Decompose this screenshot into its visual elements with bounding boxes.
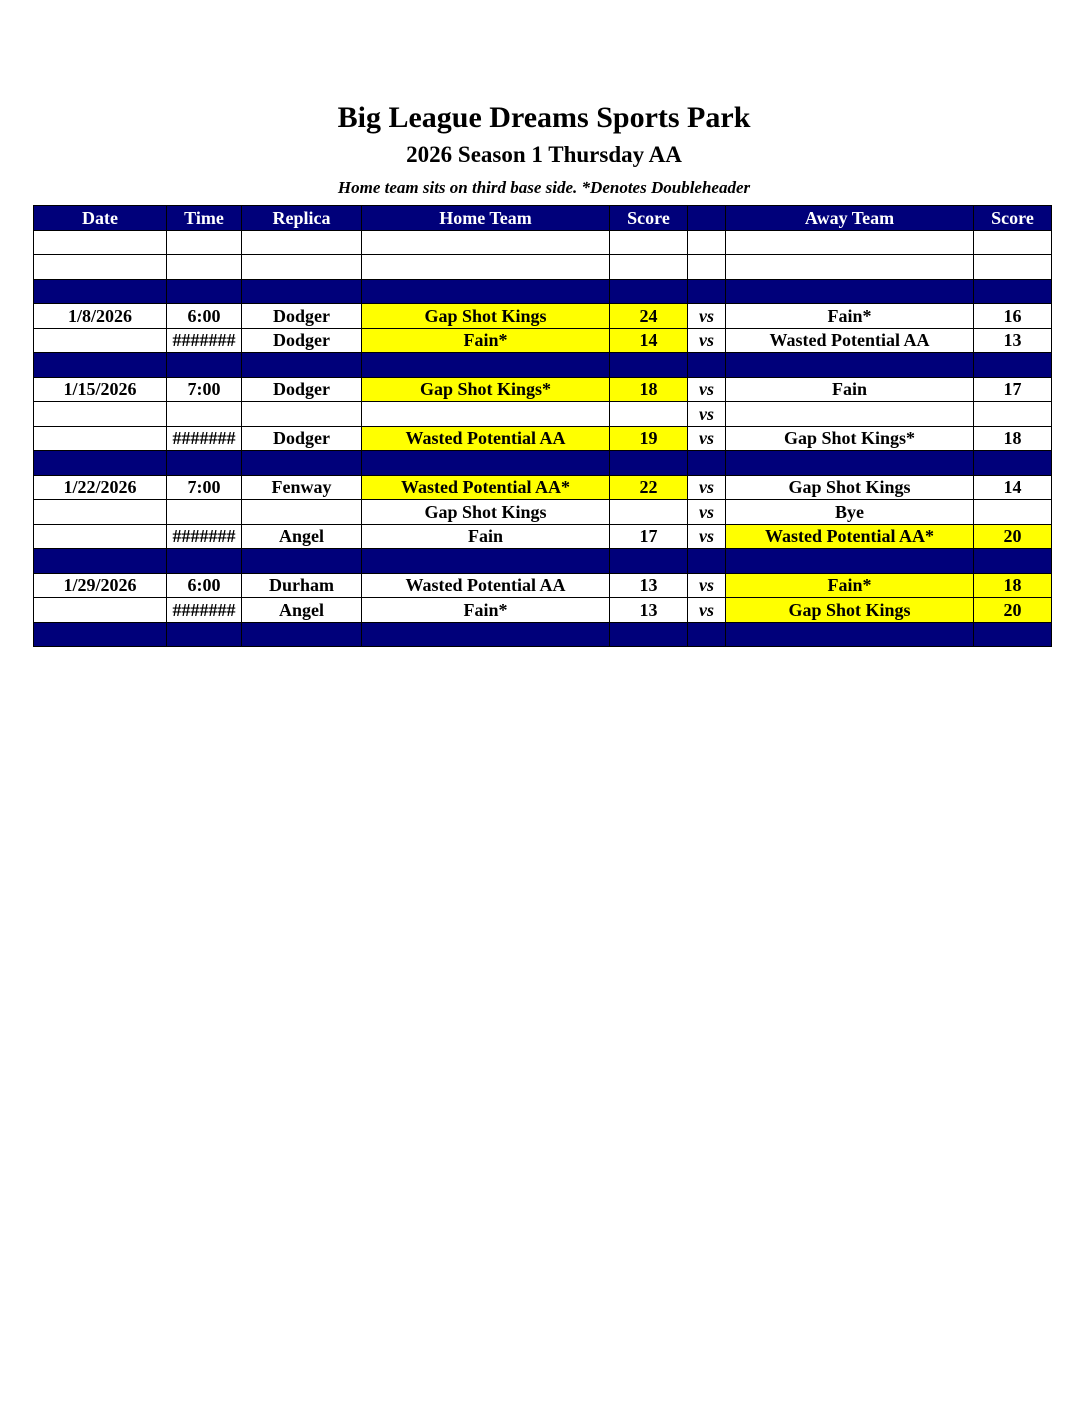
header-away-team: Away Team [726,206,974,231]
date-cell [34,230,167,255]
separator-row [34,451,1052,476]
date-cell [34,402,167,427]
away-score-cell [974,230,1052,255]
home-score-cell: 18 [610,377,688,402]
separator-cell [610,279,688,304]
time-cell [167,230,242,255]
away-team-cell: Gap Shot Kings [726,475,974,500]
separator-cell [362,549,610,574]
separator-cell [610,622,688,647]
vs-cell: vs [688,304,726,329]
separator-cell [974,622,1052,647]
time-cell: ####### [167,328,242,353]
home-score-cell: 19 [610,426,688,451]
game-row [34,475,1052,500]
replica-cell: Durham [242,573,362,598]
home-team-cell: Gap Shot Kings [362,500,610,525]
replica-cell: Angel [242,524,362,549]
home-team-cell: Gap Shot Kings* [362,377,610,402]
home-score-cell [610,230,688,255]
replica-cell: Dodger [242,377,362,402]
home-score-cell [610,402,688,427]
vs-cell: vs [688,328,726,353]
header-date: Date [34,206,167,231]
home-team-cell: Wasted Potential AA [362,426,610,451]
separator-row [34,353,1052,378]
header-vs [688,206,726,231]
home-score-cell: 24 [610,304,688,329]
away-score-cell: 20 [974,598,1052,623]
vs-cell: vs [688,402,726,427]
away-score-cell: 18 [974,426,1052,451]
replica-cell [242,255,362,280]
separator-cell [167,451,242,476]
blank-row [34,255,1052,280]
separator-cell [242,549,362,574]
away-team-cell: Gap Shot Kings [726,598,974,623]
away-score-cell: 16 [974,304,1052,329]
replica-cell [242,500,362,525]
home-score-cell: 14 [610,328,688,353]
away-team-cell: Fain* [726,573,974,598]
replica-cell [242,402,362,427]
separator-cell [688,353,726,378]
home-score-cell [610,500,688,525]
home-team-cell: Fain* [362,328,610,353]
separator-cell [242,622,362,647]
vs-cell: vs [688,500,726,525]
away-team-cell: Wasted Potential AA* [726,524,974,549]
separator-cell [688,451,726,476]
time-cell: 6:00 [167,573,242,598]
doubleheader-note: Home team sits on third base side. *Denotes Doubleheader [337,178,751,197]
away-score-cell: 18 [974,573,1052,598]
header-row [34,206,1052,231]
separator-cell [688,622,726,647]
separator-cell [362,279,610,304]
vs-cell: vs [688,573,726,598]
game-row [34,500,1052,525]
separator-cell [167,353,242,378]
separator-cell [242,451,362,476]
away-score-cell [974,255,1052,280]
separator-cell [726,451,974,476]
home-score-cell: 17 [610,524,688,549]
separator-cell [167,279,242,304]
schedule-body [34,230,1052,647]
vs-cell: vs [688,426,726,451]
game-row [34,573,1052,598]
away-score-cell: 17 [974,377,1052,402]
time-cell: ####### [167,426,242,451]
separator-cell [362,451,610,476]
away-score-cell: 13 [974,328,1052,353]
time-cell: 7:00 [167,377,242,402]
replica-cell [242,230,362,255]
separator-cell [726,279,974,304]
game-row [34,524,1052,549]
replica-cell: Angel [242,598,362,623]
home-team-cell [362,402,610,427]
separator-row [34,279,1052,304]
separator-cell [610,353,688,378]
game-row [34,328,1052,353]
date-cell [34,426,167,451]
separator-cell [688,549,726,574]
separator-row [34,622,1052,647]
separator-cell [362,622,610,647]
separator-cell [34,353,167,378]
replica-cell: Dodger [242,304,362,329]
separator-cell [34,279,167,304]
away-team-cell [726,230,974,255]
game-row [34,598,1052,623]
home-team-cell: Wasted Potential AA* [362,475,610,500]
game-row [34,304,1052,329]
page-title: Big League Dreams Sports Park [337,101,751,134]
replica-cell: Dodger [242,328,362,353]
separator-cell [242,279,362,304]
time-cell: 7:00 [167,475,242,500]
replica-cell: Fenway [242,475,362,500]
separator-cell [974,549,1052,574]
vs-cell: vs [688,377,726,402]
home-team-cell: Fain* [362,598,610,623]
date-cell: 1/8/2026 [34,304,167,329]
separator-cell [974,451,1052,476]
away-score-cell [974,402,1052,427]
date-cell [34,524,167,549]
separator-cell [610,549,688,574]
date-cell [34,598,167,623]
page-subtitle: 2026 Season 1 Thursday AA [406,142,682,167]
time-cell: ####### [167,598,242,623]
date-cell: 1/29/2026 [34,573,167,598]
home-score-cell [610,255,688,280]
date-cell [34,328,167,353]
away-score-cell [974,500,1052,525]
away-team-cell [726,402,974,427]
away-team-cell: Bye [726,500,974,525]
game-row [34,377,1052,402]
separator-row [34,549,1052,574]
separator-cell [974,353,1052,378]
vs-cell [688,255,726,280]
home-score-cell: 22 [610,475,688,500]
separator-cell [726,353,974,378]
date-cell [34,500,167,525]
header-home-team: Home Team [362,206,610,231]
separator-cell [974,279,1052,304]
date-cell: 1/15/2026 [34,377,167,402]
separator-cell [34,549,167,574]
home-team-cell [362,230,610,255]
header-home-score: Score [610,206,688,231]
vs-cell: vs [688,598,726,623]
separator-cell [34,451,167,476]
time-cell: 6:00 [167,304,242,329]
home-team-cell: Gap Shot Kings [362,304,610,329]
vs-cell [688,230,726,255]
away-team-cell [726,255,974,280]
time-cell [167,500,242,525]
home-team-cell: Wasted Potential AA [362,573,610,598]
separator-cell [362,353,610,378]
vs-cell: vs [688,524,726,549]
separator-cell [242,353,362,378]
schedule-table [33,205,1052,647]
separator-cell [688,279,726,304]
separator-cell [610,451,688,476]
away-team-cell: Wasted Potential AA [726,328,974,353]
header-away-score: Score [974,206,1052,231]
replica-cell: Dodger [242,426,362,451]
header-time: Time [167,206,242,231]
date-cell: 1/22/2026 [34,475,167,500]
separator-cell [726,622,974,647]
separator-cell [167,549,242,574]
separator-cell [34,622,167,647]
home-team-cell: Fain [362,524,610,549]
away-score-cell: 14 [974,475,1052,500]
time-cell: ####### [167,524,242,549]
home-score-cell: 13 [610,598,688,623]
home-team-cell [362,255,610,280]
away-score-cell: 20 [974,524,1052,549]
game-row [34,426,1052,451]
game-row [34,402,1052,427]
away-team-cell: Fain [726,377,974,402]
home-score-cell: 13 [610,573,688,598]
away-team-cell: Gap Shot Kings* [726,426,974,451]
separator-cell [726,549,974,574]
separator-cell [167,622,242,647]
time-cell [167,255,242,280]
away-team-cell: Fain* [726,304,974,329]
vs-cell: vs [688,475,726,500]
time-cell [167,402,242,427]
date-cell [34,255,167,280]
header-replica: Replica [242,206,362,231]
blank-row [34,230,1052,255]
